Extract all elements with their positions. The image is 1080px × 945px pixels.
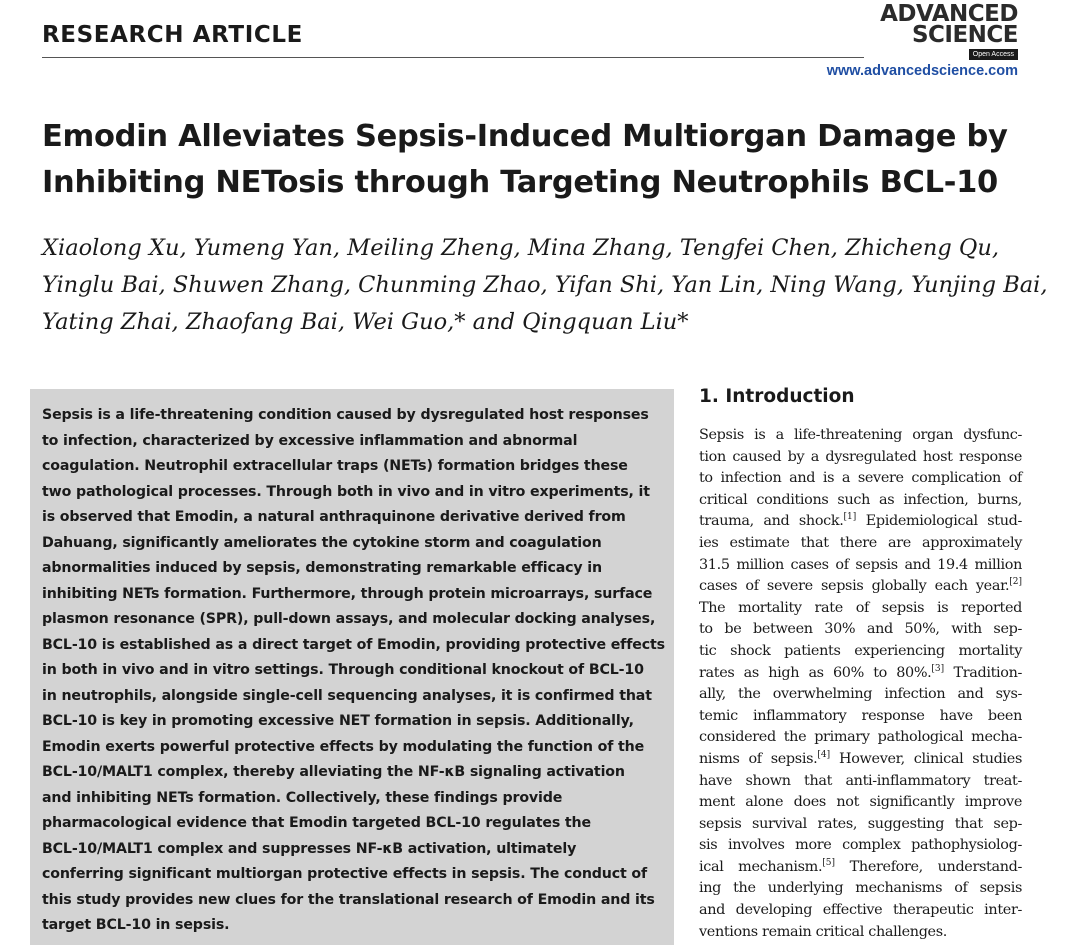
introduction-line-text: However, clinical studies <box>830 750 1022 767</box>
introduction-line <box>699 619 1022 641</box>
abstract-line: and inhibiting NETs formation. Collectively, these findings provide <box>42 789 563 806</box>
abstract-line: coagulation. Neutrophil extracellular traps (NETs) formation bridges these <box>42 458 628 474</box>
introduction-line-text: to infection and is a severe complication of <box>699 470 1022 487</box>
abstract-line: BCL-10 is key in promoting excessive NET formation in sepsis. Additionally, <box>42 713 634 729</box>
abstract-line: conferring significant multiorgan protective effects in sepsis. The conduct of <box>42 866 648 882</box>
abstract-line: BCL-10 is established as a direct target of Emodin, providing protective effects <box>42 636 665 653</box>
abstract-box <box>30 389 674 945</box>
introduction-line <box>699 857 1022 879</box>
introduction-line-text: rates as high as 60% to 80%. <box>699 664 932 681</box>
abstract-line: is observed that Emodin, a natural anthraquinone derivative derived from <box>42 509 626 525</box>
journal-logo-line1: ADVANCED <box>880 1 1018 27</box>
journal-logo <box>880 1 1018 60</box>
abstract-line: BCL-10/MALT1 complex, thereby alleviating the NF-κB signaling activation <box>42 764 625 780</box>
author-list <box>42 230 1048 341</box>
introduction-line-text: Therefore, understand- <box>834 858 1022 875</box>
introduction-line <box>699 533 1022 555</box>
title-line: Inhibiting NETosis through Targeting Neutrophils BCL-10 <box>42 165 998 200</box>
abstract-line: inhibiting NETs formation. Furthermore, through protein microarrays, surface <box>42 585 653 602</box>
abstract-line: in both in vivo and in vitro settings. Through conditional knockout of BCL-10 <box>42 662 644 678</box>
introduction-line <box>699 771 1022 793</box>
author-line: Yating Zhai, Zhaofang Bai, Wei Guo,* and Qingquan Liu* <box>42 309 689 335</box>
citation-ref[interactable]: [5] <box>822 858 835 869</box>
introduction-line <box>699 511 1022 533</box>
abstract-line: Dahuang, significantly ameliorates the cytokine storm and coagulation <box>42 534 602 551</box>
introduction-line <box>699 447 1022 469</box>
citation-ref[interactable]: [4] <box>817 750 831 761</box>
abstract-line: Sepsis is a life-threatening condition caused by dysregulated host responses <box>42 407 649 423</box>
abstract-line: BCL-10/MALT1 complex and suppresses NF-κB activation, ultimately <box>42 840 577 857</box>
section-label: RESEARCH ARTICLE <box>42 22 303 48</box>
introduction-line <box>699 425 1022 447</box>
abstract-line: two pathological processes. Through both in vivo and in vitro experiments, it <box>42 483 650 500</box>
introduction-line-text: cases of severe sepsis globally each year. <box>699 578 1010 595</box>
introduction-line <box>699 663 1022 685</box>
introduction-line <box>699 900 1022 922</box>
abstract-line: Emodin exerts powerful protective effects by modulating the function of the <box>42 738 645 755</box>
open-access-badge: Open Access <box>969 49 1018 60</box>
introduction-line-text: ventions remain critical challenges. <box>699 923 947 940</box>
abstract-line: target BCL-10 in sepsis. <box>42 917 230 933</box>
introduction-line-text: considered the primary pathological mecha- <box>699 729 1022 746</box>
introduction-line-text: trauma, and shock. <box>699 513 844 530</box>
citation-ref[interactable]: [2] <box>1009 577 1022 588</box>
introduction-line-text: Sepsis is a life-threatening organ dysfunc- <box>699 427 1022 443</box>
introduction-line-text: 31.5 million cases of sepsis and 19.4 million <box>699 556 1022 573</box>
introduction-line <box>699 576 1022 598</box>
introduction-line-text: tion caused by a dysregulated host response <box>699 448 1022 465</box>
introduction-line-text: The mortality rate of sepsis is reported <box>699 599 1022 616</box>
introduction-line <box>699 490 1022 512</box>
introduction-text <box>699 425 1022 943</box>
introduction-line <box>699 598 1022 620</box>
introduction-line-text: ies estimate that there are approximately <box>699 534 1022 551</box>
introduction-line-text: and developing effective therapeutic inter- <box>699 902 1022 919</box>
introduction-line-text: tic shock patients experiencing mortality <box>699 642 1022 659</box>
introduction-line-text: critical conditions such as infection, burns, <box>699 491 1022 508</box>
introduction-line-text: to be between 30% and 50%, with sep- <box>699 621 1022 638</box>
introduction-line-text: ally, the overwhelming infection and sys- <box>699 686 1022 703</box>
introduction-line <box>699 706 1022 728</box>
abstract-line: this study provides new clues for the translational research of Emodin and its <box>42 891 655 908</box>
author-line: Yinglu Bai, Shuwen Zhang, Chunming Zhao, Yifan Shi, Yan Lin, Ning Wang, Yunjing Bai, <box>42 272 1048 298</box>
introduction-line <box>699 684 1022 706</box>
introduction-line-text: ment alone does not significantly improve <box>699 794 1022 811</box>
introduction-line-text: sis involves more complex pathophysiolog- <box>699 837 1022 854</box>
header-rule <box>42 57 864 58</box>
introduction-line <box>699 792 1022 814</box>
journal-logo-line2: SCIENCE <box>911 21 1018 48</box>
abstract-line: to infection, characterized by excessive inflammation and abnormal <box>42 432 578 449</box>
introduction-line <box>699 749 1022 771</box>
introduction-line <box>699 555 1022 577</box>
citation-ref[interactable]: [3] <box>931 663 945 674</box>
introduction-line-text: have shown that anti-inflammatory treat- <box>699 772 1022 789</box>
abstract-text <box>42 403 672 939</box>
abstract-line: abnormalities induced by sepsis, demonstrating remarkable efficacy in <box>42 560 602 576</box>
introduction-line-text: sepsis survival rates, suggesting that sep- <box>699 815 1022 832</box>
article-title <box>42 114 1032 206</box>
introduction-line-text: Epidemiological stud- <box>856 513 1022 530</box>
introduction-line <box>699 835 1022 857</box>
introduction-line-text: nisms of sepsis. <box>699 750 818 767</box>
introduction-line <box>699 878 1022 900</box>
abstract-line: pharmacological evidence that Emodin targeted BCL-10 regulates the <box>42 815 591 831</box>
introduction-line-text: ing the underlying mechanisms of sepsis <box>699 880 1022 897</box>
journal-url[interactable]: www.advancedscience.com <box>826 63 1018 79</box>
introduction-line <box>699 814 1022 836</box>
introduction-line <box>699 922 1022 944</box>
author-line: Xiaolong Xu, Yumeng Yan, Meiling Zheng, Mina Zhang, Tengfei Chen, Zhicheng Qu, <box>42 235 999 261</box>
abstract-line: in neutrophils, alongside single-cell sequencing analyses, it is confirmed that <box>42 687 652 704</box>
introduction-line <box>699 641 1022 663</box>
introduction-line-text: ical mechanism. <box>699 858 823 875</box>
abstract-line: plasmon resonance (SPR), pull-down assays, and molecular docking analyses, <box>42 611 656 627</box>
title-line: Emodin Alleviates Sepsis-Induced Multiorgan Damage by <box>42 119 1008 154</box>
introduction-line-text: Tradition- <box>944 664 1023 681</box>
introduction-line-text: temic inflammatory response have been <box>699 707 1022 724</box>
citation-ref[interactable]: [1] <box>843 512 857 523</box>
introduction-line <box>699 468 1022 490</box>
introduction-heading: 1. Introduction <box>699 386 855 407</box>
introduction-line <box>699 727 1022 749</box>
